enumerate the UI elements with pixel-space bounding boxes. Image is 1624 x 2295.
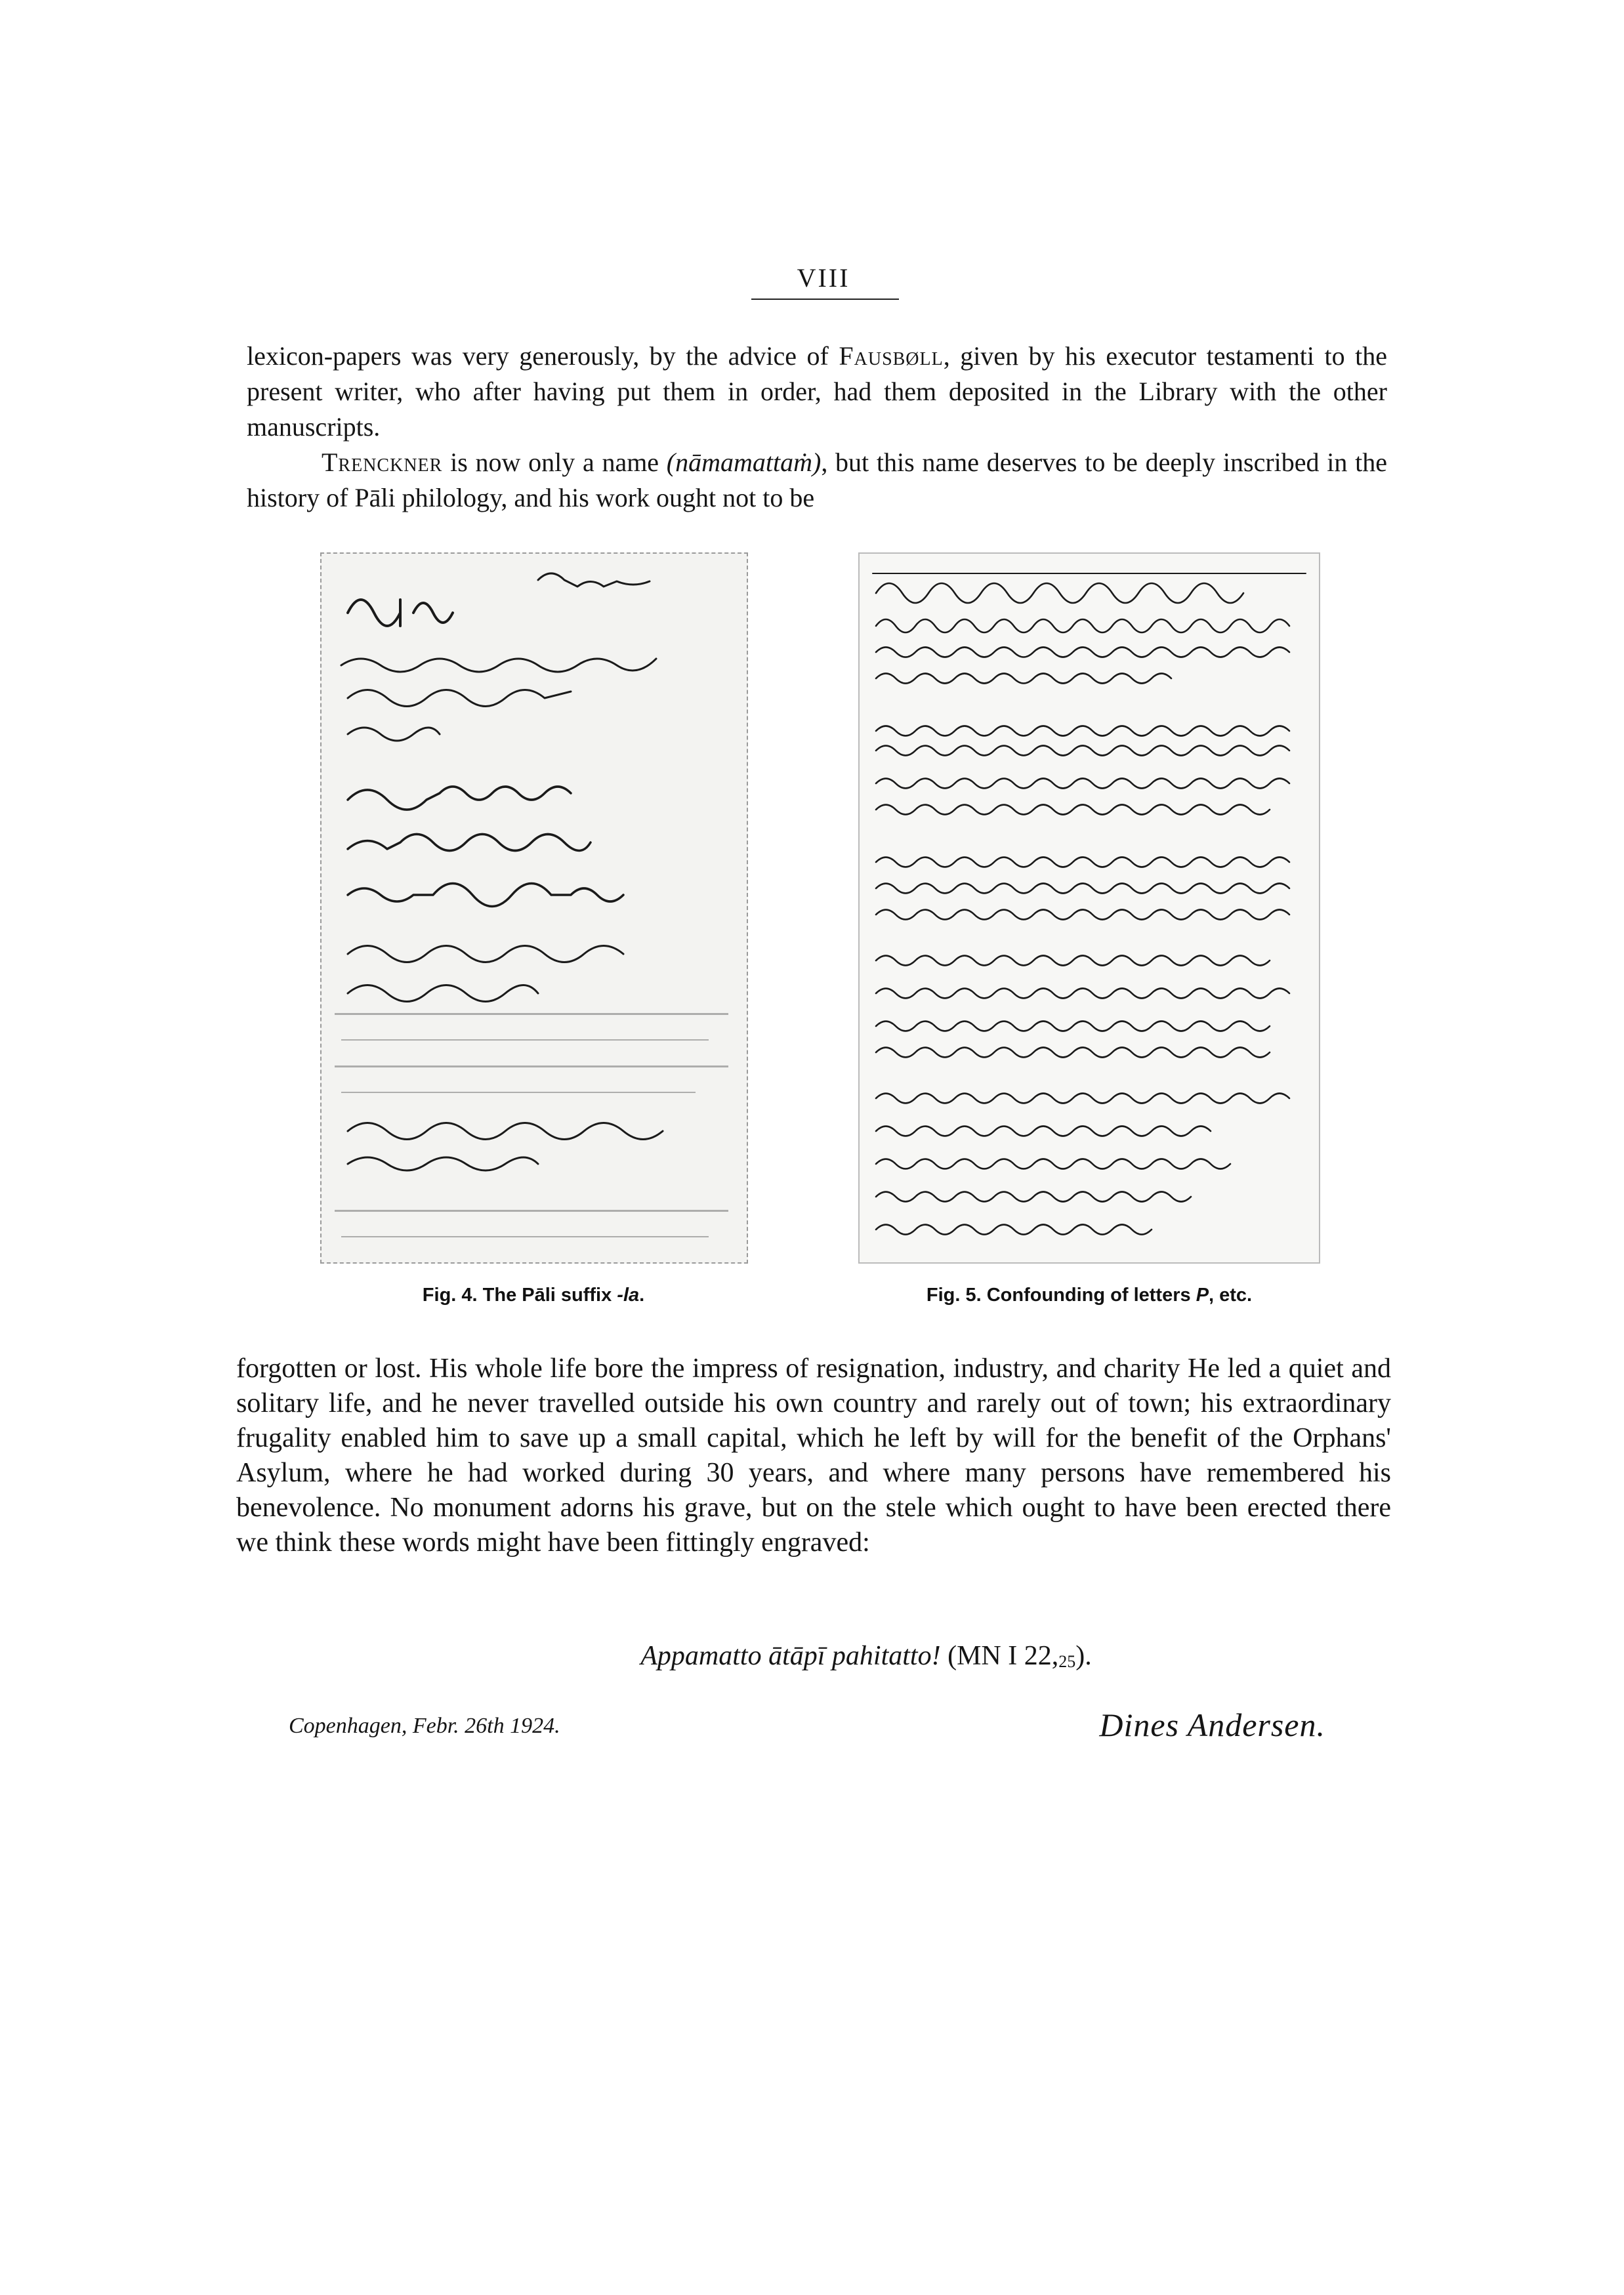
- motto-subscript: 25: [1058, 1652, 1076, 1671]
- figure-5-caption-suffix: , etc.: [1209, 1285, 1253, 1306]
- paragraph-1-text-b: , given by his executor testamenti to the present writer, who after having put them in order, had them deposited in the Library with the other manuscripts.: [247, 341, 1388, 442]
- paragraph-3: forgotten or lost. His whole life bore the impress of resignation, industry, and charity He led a quiet and solitary life, and he never travelled outside his own country and rarely out of town; his extraordinary frugality enabled him to save up a small capital, which he left by will for the benefit of the Orphans' Asylum, where he had worked during 30 years, and where many persons have remembered his benevolence. No monument adorns his grave, but on the stele which ought to have been erected there we think these words might have been fittingly engraved:: [236, 1354, 1391, 1558]
- figure-4-handwritten-slip: [320, 552, 748, 1264]
- figure-4-caption: [320, 1285, 747, 1306]
- header-rule: [751, 299, 899, 300]
- paragraph-2-text-a: is now only a name: [442, 447, 667, 477]
- figure-4-caption-italic: -la: [617, 1285, 640, 1306]
- handwriting-image-fig5: [860, 554, 1319, 1262]
- page-number: VIII: [797, 263, 850, 293]
- name-trenckner: Trenckner: [322, 447, 443, 477]
- name-fausboll: Fausbøll: [839, 341, 944, 371]
- motto-close: ).: [1075, 1641, 1092, 1671]
- figure-5-caption-prefix: Fig. 5. Confounding of letters: [926, 1285, 1196, 1306]
- figure-5-caption: [853, 1285, 1325, 1306]
- paragraph-1-text-a: lexicon-papers was very generously, by the advice of: [247, 341, 839, 371]
- figure-5-caption-italic: P: [1196, 1285, 1209, 1306]
- figure-4-caption-prefix: Fig. 4. The Pāli suffix: [422, 1285, 617, 1306]
- motto: [538, 1640, 1194, 1672]
- motto-reference: (MN I 22,: [940, 1641, 1059, 1671]
- place-date: Copenhagen, Febr. 26th 1924.: [289, 1714, 560, 1738]
- term-namamattam: (nāmamattaṁ): [666, 447, 822, 477]
- motto-pali: Appamatto ātāpī pahitatto!: [640, 1641, 941, 1671]
- figure-4-caption-suffix: .: [639, 1285, 645, 1306]
- signature: Dines Andersen.: [1099, 1706, 1325, 1743]
- paragraph-2: [247, 445, 1387, 516]
- handwriting-image-fig4: [322, 554, 747, 1262]
- figure-5-handwritten-slip: [858, 552, 1320, 1264]
- paragraph-2-text-b: , but this name deserves to be deeply inscribed in the history of Pāli philology, and his work ought not to be: [247, 447, 1387, 512]
- paragraph-1: [247, 339, 1387, 445]
